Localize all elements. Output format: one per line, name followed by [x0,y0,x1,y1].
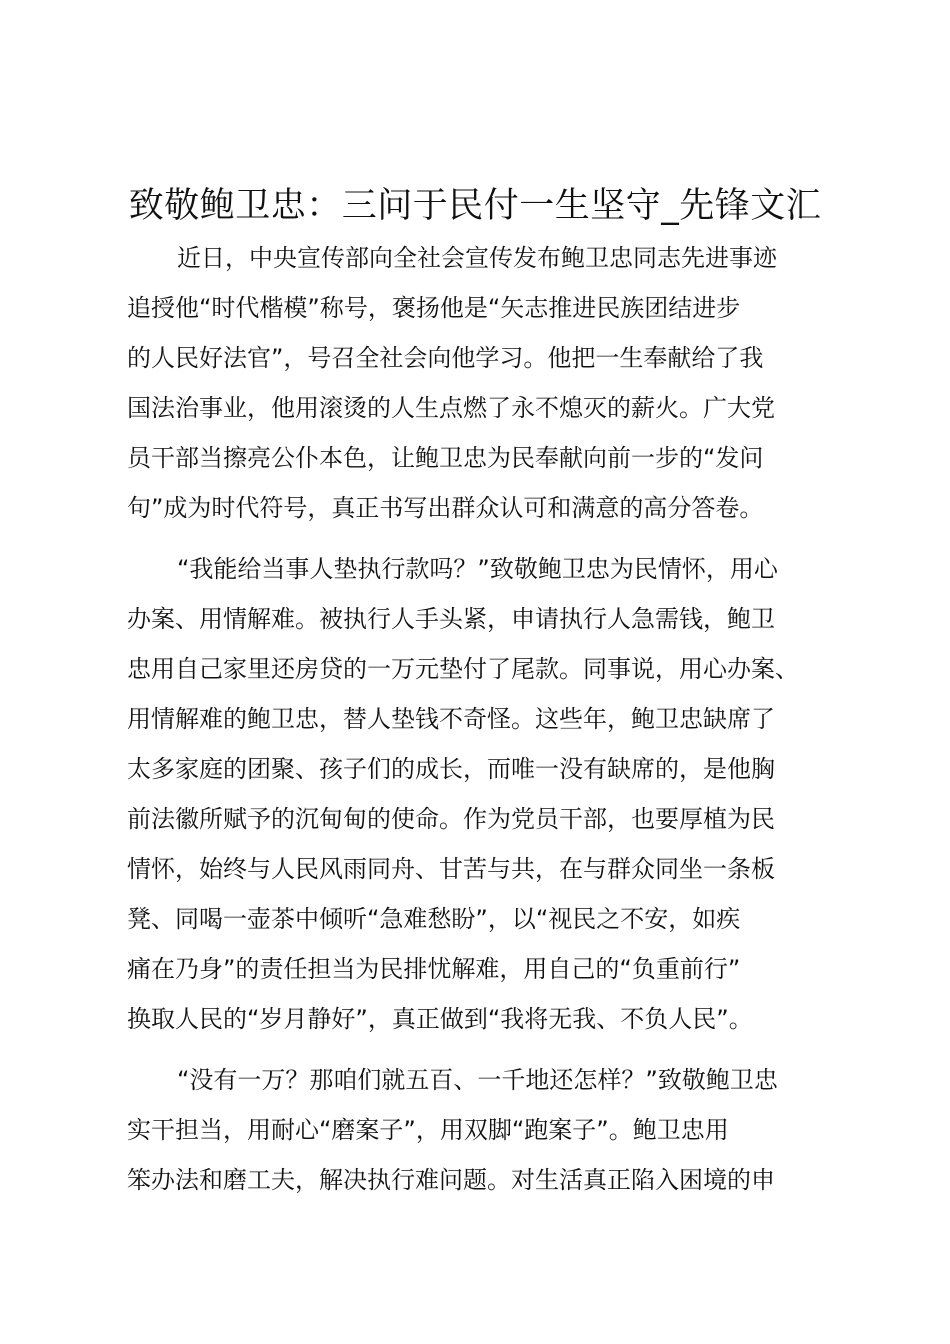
document-title: 致敬鲍卫忠：三问于民付一生坚守_先锋文汇 [128,186,822,226]
text-line: “我能给当事人垫执行款吗？”致敬鲍卫忠为民情怀，用心 [177,555,778,583]
text-line: 追授他“时代楷模”称号，褒扬他是“矢志推进民族团结进步 [127,294,741,322]
text-line: 办案、用情解难。被执行人手头紧，申请执行人急需钱，鲍卫 [127,605,775,633]
paragraph [127,1055,831,1205]
text-line: 痛在乃身”的责任担当为民排忧解难，用自己的“负重前行” [127,955,741,983]
text-line: 笨办法和磨工夫，解决执行难问题。对生活真正陷入困境的申 [127,1166,775,1194]
text-line: 实干担当，用耐心“磨案子”，用双脚“跑案子”。鲍卫忠用 [127,1116,729,1144]
text-line: 忠用自己家里还房贷的一万元垫付了尾款。同事说，用心办案、 [127,655,799,683]
text-line: 员干部当擦亮公仆本色，让鲍卫忠为民奉献向前一步的“发问 [127,444,764,472]
text-line: 凳、同喝一壶茶中倾听“急难愁盼”，以“视民之不安，如疾 [127,905,741,933]
text-line: 太多家庭的团聚、孩子们的成长，而唯一没有缺席的，是他胸 [127,755,775,783]
text-line: 换取人民的“岁月静好”，真正做到“我将无我、不负人民”。 [127,1005,753,1033]
text-line: 的人民好法官”，号召全社会向他学习。他把一生奉献给了我 [127,344,764,372]
text-line: “没有一万？那咱们就五百、一千地还怎样？”致敬鲍卫忠 [177,1066,778,1094]
text-line: 情怀，始终与人民风雨同舟、甘苦与共，在与群众同坐一条板 [127,855,775,883]
text-line: 句”成为时代符号，真正书写出群众认可和满意的高分答卷。 [127,494,764,522]
text-line: 近日，中央宣传部向全社会宣传发布鲍卫忠同志先进事迹 [177,244,777,272]
text-line: 用情解难的鲍卫忠，替人垫钱不奇怪。这些年，鲍卫忠缺席了 [127,705,775,733]
paragraph [127,544,831,1044]
document-body [127,233,831,1216]
text-line: 前法徽所赋予的沉甸甸的使命。作为党员干部，也要厚植为民 [127,805,775,833]
paragraph [127,233,831,533]
text-line: 国法治事业，他用滚烫的人生点燃了永不熄灭的薪火。广大党 [127,394,775,422]
